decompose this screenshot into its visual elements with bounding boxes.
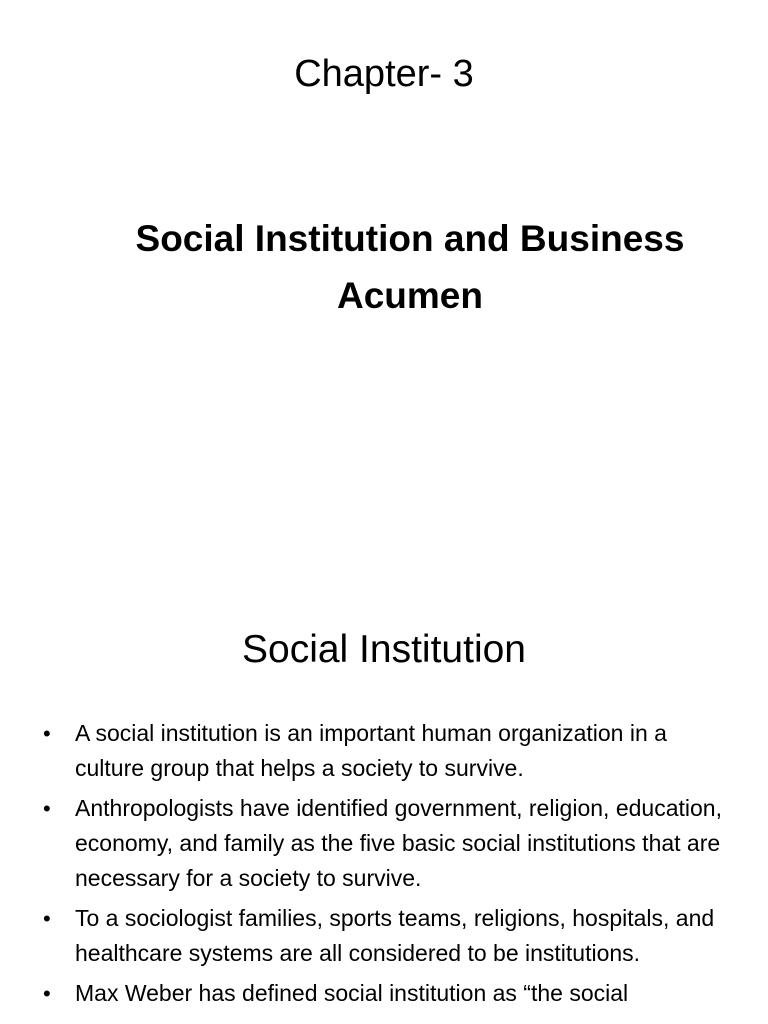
bullet-item (40, 901, 730, 971)
bullet-icon: • (43, 721, 51, 746)
chapter-title: Chapter- 3 (294, 53, 474, 95)
bullet-item (40, 976, 730, 1011)
section-title: Social Institution (242, 628, 526, 671)
bullet-item (40, 791, 730, 896)
bullet-text: To a sociologist families, sports teams, religions, hospitals, and healthcare systems are all considered to be institutions. (75, 905, 715, 966)
bullet-icon: • (43, 796, 51, 821)
bullet-icon: • (43, 981, 51, 1006)
bullet-text: Max Weber has defined social institution as “the social (75, 980, 629, 1006)
bullet-text: A social institution is an important human organization in a culture group that helps a society to survive. (75, 720, 667, 781)
slide-social-institution (0, 576, 768, 1024)
bullet-item (40, 716, 730, 786)
main-title: Social Institution and Business Acumen (135, 218, 685, 316)
bullet-text: Anthropologists have identified government, religion, education, economy, and family as the five basic social institutions that are necessary for a society to survive. (75, 795, 722, 891)
bullet-list (40, 716, 730, 1016)
bullet-icon: • (43, 906, 51, 931)
